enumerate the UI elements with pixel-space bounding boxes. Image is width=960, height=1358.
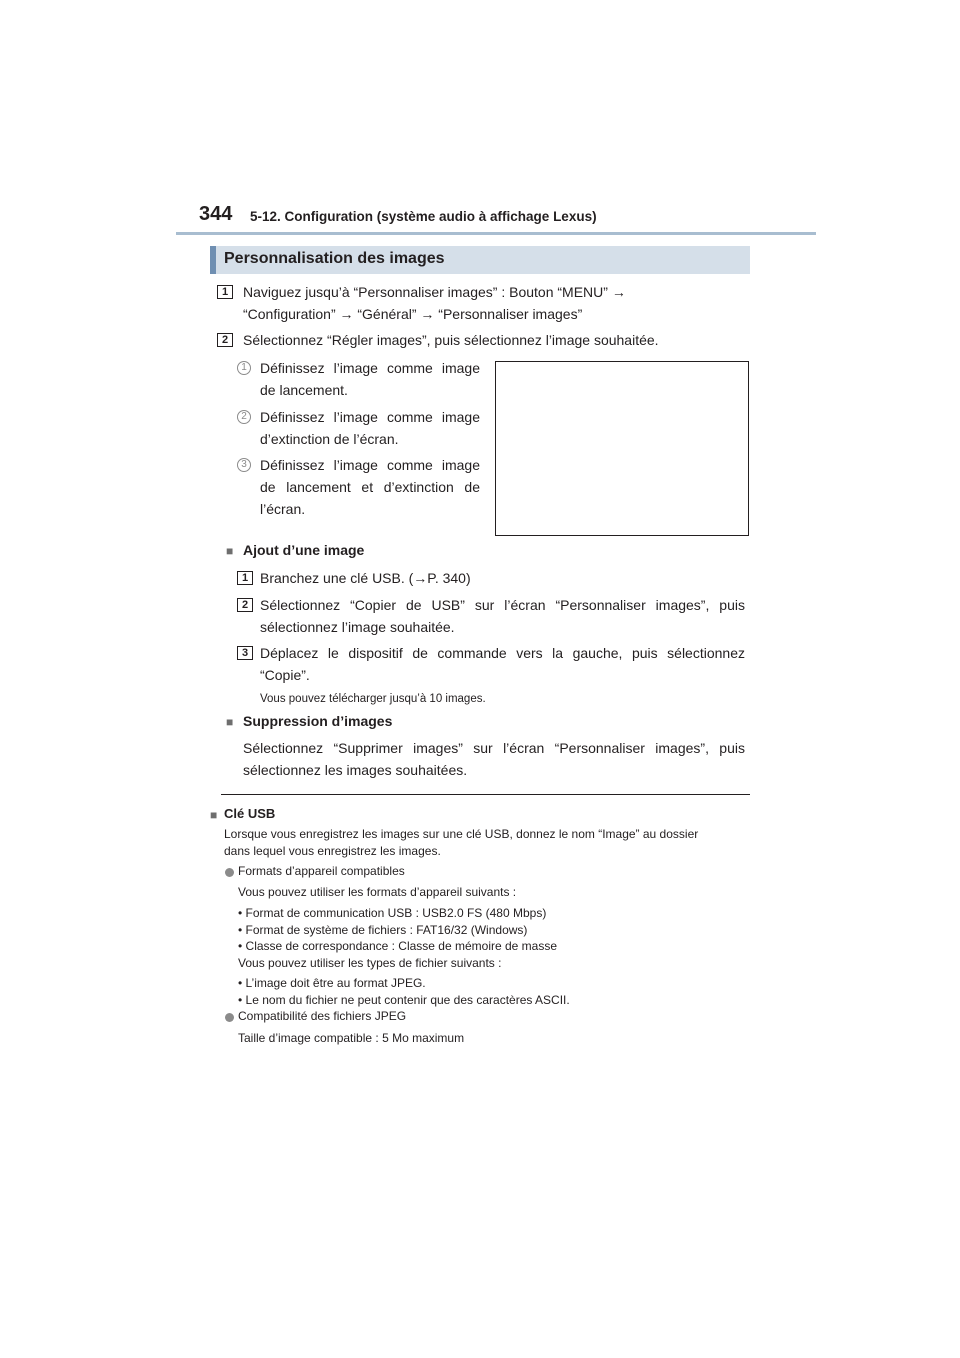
option-text — [260, 357, 480, 401]
file-types-list — [238, 975, 738, 1008]
square-bullet: ■ — [226, 715, 234, 729]
add-image-note: Vous pouvez télécharger jusqu’à 10 images. — [260, 693, 486, 705]
add-step-line: sélectionnez l’image souhaitée. — [260, 619, 455, 635]
jpeg-size: Taille d’image compatible : 5 Mo maximum — [238, 1031, 465, 1045]
step-number-box: 2 — [217, 333, 233, 347]
option-line: Définissez l’image comme image — [260, 360, 480, 376]
add-step-text — [260, 594, 745, 638]
option-line: Définissez l’image comme image — [260, 409, 480, 425]
step-1-text — [243, 281, 753, 325]
formats-intro-2: Vous pouvez utiliser les types de fichier suivants : — [238, 955, 502, 970]
chapter-title: 5-12. Configuration (système audio à affichage Lexus) — [250, 209, 597, 224]
formats-title: Formats d’appareil compatibles — [238, 864, 405, 878]
subsection-title-delete-images: Suppression d’images — [243, 713, 393, 729]
option-line: de lancement et d’extinction de — [260, 479, 480, 495]
step-1-line: “Configuration” → “Général” → “Personnaliser images” — [243, 306, 583, 322]
jpeg-title: Compatibilité des fichiers JPEG — [238, 1009, 407, 1023]
option-line: l’écran. — [260, 501, 306, 517]
option-line: Définissez l’image comme image — [260, 457, 480, 473]
square-bullet: ■ — [226, 544, 234, 558]
delete-line: Sélectionnez “Supprimer images” sur l’écran “Personnaliser images”, puis — [243, 740, 745, 756]
add-step-line: Déplacez le dispositif de commande vers la gauche, puis sélectionnez — [260, 645, 745, 661]
option-line: d’extinction de l’écran. — [260, 431, 399, 447]
option-number-circle: 2 — [237, 410, 251, 424]
round-bullet — [225, 1013, 234, 1022]
usb-line: dans lequel vous enregistrez les images. — [224, 843, 441, 858]
step-number-box: 1 — [237, 571, 253, 585]
step-number-box: 2 — [237, 598, 253, 612]
delete-line: sélectionnez les images souhaitées. — [243, 762, 468, 778]
format-item: • Format de communication USB : USB2.0 FS (480 Mbps) — [238, 906, 547, 920]
step-2-text: Sélectionnez “Régler images”, puis sélectionnez l’image souhaitée. — [243, 332, 659, 348]
square-bullet: ■ — [210, 808, 218, 822]
step-number-box: 3 — [237, 646, 253, 660]
option-number-circle: 1 — [237, 361, 251, 375]
step-number-box: 1 — [217, 285, 233, 299]
file-type-item: • L’image doit être au format JPEG. — [238, 976, 426, 990]
section-title: Personnalisation des images — [224, 250, 445, 267]
header-rule — [176, 232, 816, 235]
usb-title: Clé USB — [224, 806, 276, 821]
add-step-text: Branchez une clé USB. (→P. 340) — [260, 570, 471, 586]
add-step-line: Sélectionnez “Copier de USB” sur l’écran “Personnaliser images”, puis — [260, 597, 745, 613]
option-line: de lancement. — [260, 382, 348, 398]
format-item: • Format de système de fichiers : FAT16/32 (Windows) — [238, 922, 528, 937]
delete-images-text — [243, 737, 745, 781]
screen-illustration — [495, 361, 749, 536]
section-header — [210, 246, 750, 274]
usb-description — [224, 826, 748, 859]
page-number: 344 — [199, 203, 233, 225]
format-item: • Classe de correspondance : Classe de mémoire de masse — [238, 939, 558, 953]
file-type-item: • Le nom du fichier ne peut contenir que des caractères ASCII. — [238, 992, 570, 1007]
option-text — [260, 454, 480, 520]
usb-line: Lorsque vous enregistrez les images sur une clé USB, donnez le nom “Image” au dossier — [224, 827, 699, 841]
option-number-circle: 3 — [237, 458, 251, 472]
formats-list — [238, 905, 738, 971]
option-text — [260, 406, 480, 450]
subsection-title-add-image: Ajout d’une image — [243, 542, 365, 558]
section-divider — [221, 794, 750, 795]
add-step-text — [260, 642, 745, 686]
add-step-line: “Copie”. — [260, 667, 310, 683]
round-bullet — [225, 868, 234, 877]
step-1-line: Naviguez jusqu’à “Personnaliser images” : Bouton “MENU” → — [243, 284, 626, 300]
formats-intro: Vous pouvez utiliser les formats d’appareil suivants : — [238, 885, 517, 899]
